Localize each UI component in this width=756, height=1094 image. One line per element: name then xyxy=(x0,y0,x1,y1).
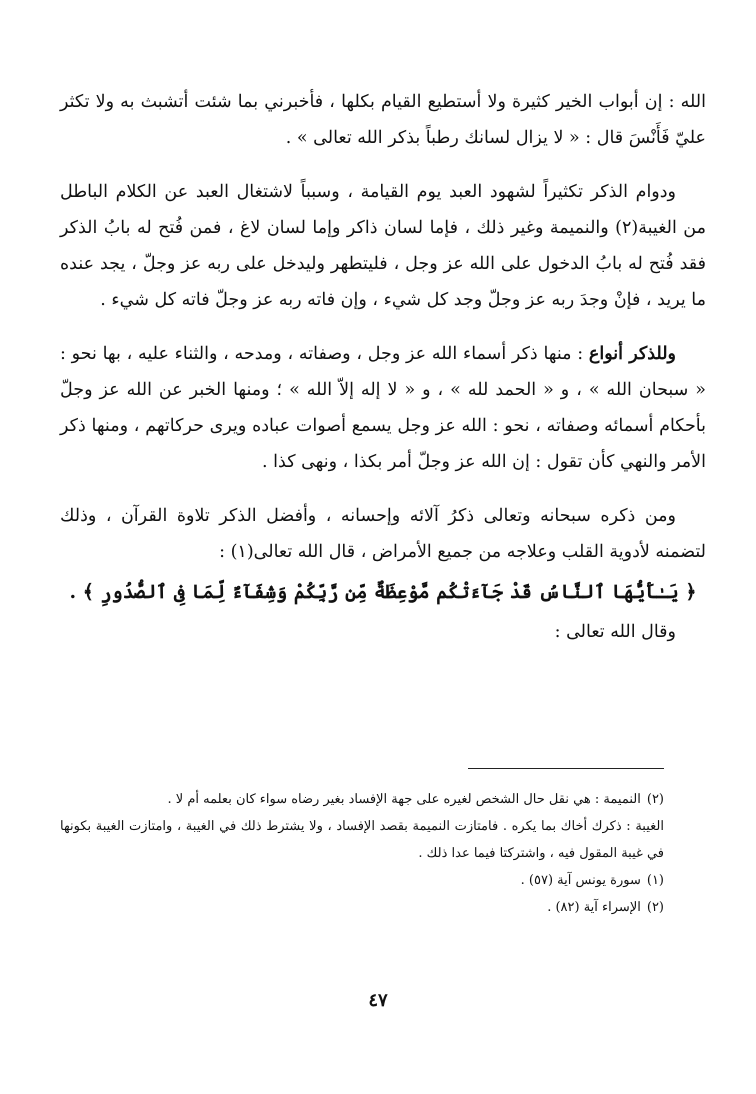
footnote-number: (١) xyxy=(646,873,664,888)
footnote-number: (٢) xyxy=(646,900,664,915)
footnote-text: الإسراء آية (٨٢) . xyxy=(547,900,641,915)
paragraph-1: الله : إن أبواب الخير كثيرة ولا أستطيع القيام بكلها ، فأخبرني بما شئت أتشبث به ولا تكثر عليّ فَأَنْسَ قال : « لا يزال لسانك رطباً بذكر الله تعالى » . xyxy=(60,92,706,148)
paragraph-4: ومن ذكره سبحانه وتعالى ذكرُ آلائه وإحسانه ، وأفضل الذكر تلاوة القرآن ، وذلك لتضمنه لأدوية القلب وعلاجه من جميع الأمراض ، قال الله تعالى(١) : xyxy=(60,506,706,562)
paragraph-5: وقال الله تعالى : xyxy=(554,622,676,642)
paragraph-3-text: : منها ذكر أسماء الله عز وجل ، وصفاته ، ومدحه ، والثناء عليه ، بها نحو : « سبحان الله » ، و « الحمد لله » ، و « لا إله إلاّ الله » ؛ ومنها الخبر عن الله عز وجلّ بأحكام أسمائه وصفاته ، نحو : الله عز وجل يسمع أصوات عباده ويرى حركاتهم ، ومنها ذكر الأمر والنهي كأن تقول : إن الله عز وجلّ أمر بكذا ، ونهى كذا . xyxy=(60,344,706,472)
paragraph-2: ودوام الذكر تكثيراً لشهود العبد يوم القيامة ، وسبباً لاشتغال العبد عن الكلام الباطل من الغيبة(٢) والنميمة وغير ذلك ، فإما لسان ذاكر وإما لسان لاغ ، فمن فُتح له بابُ الذكر فقد فُتح له بابُ الدخول على الله عز وجل ، فليتطهر وليدخل على ربه عز وجلّ ، يجد عنده ما يريد ، فإنْ وجدَ ربه عز وجلّ وجد كل شيء ، وإن فاته ربه عز وجلّ فاته كل شيء . xyxy=(60,182,706,310)
footnote-text: النميمة : هي نقل حال الشخص لغيره على جهة الإفساد بغير رضاه سواء كان بعلمه أم لا . xyxy=(167,792,641,807)
paragraph-3 xyxy=(60,336,706,480)
page-number: ٤٧ xyxy=(368,990,388,1011)
paragraph-3-lead: وللذكر أنواع xyxy=(588,344,676,364)
footnote-3 xyxy=(60,867,664,894)
footnote-text: سورة يونس آية (٥٧) . xyxy=(520,873,641,888)
footnotes xyxy=(60,786,664,921)
footnote-separator xyxy=(468,768,664,769)
footnote-text: الغيبة : ذكرك أخاك بما يكره . فامتازت النميمة بقصد الإفساد ، ولا يشترط ذلك في الغيبة ، وامتازت الغيبة بكونها في غيبة المقول فيه ، واشتركتا فيما عدا ذلك . xyxy=(60,819,664,861)
footnote-4 xyxy=(60,894,664,921)
footnote-2 xyxy=(60,813,664,867)
footnote-number: (٢) xyxy=(646,792,664,807)
quran-verse: ﴿ يَـٰأَيُّهَا ٱلنَّاسُ قَدْ جَآءَتْكُم مَّوْعِظَةٌ مِّن رَّبِّكُمْ وَشِفَآءٌ لِّمَا فِى ٱلصُّدُورِ ﴾ . xyxy=(69,581,697,603)
footnote-1 xyxy=(60,786,664,813)
